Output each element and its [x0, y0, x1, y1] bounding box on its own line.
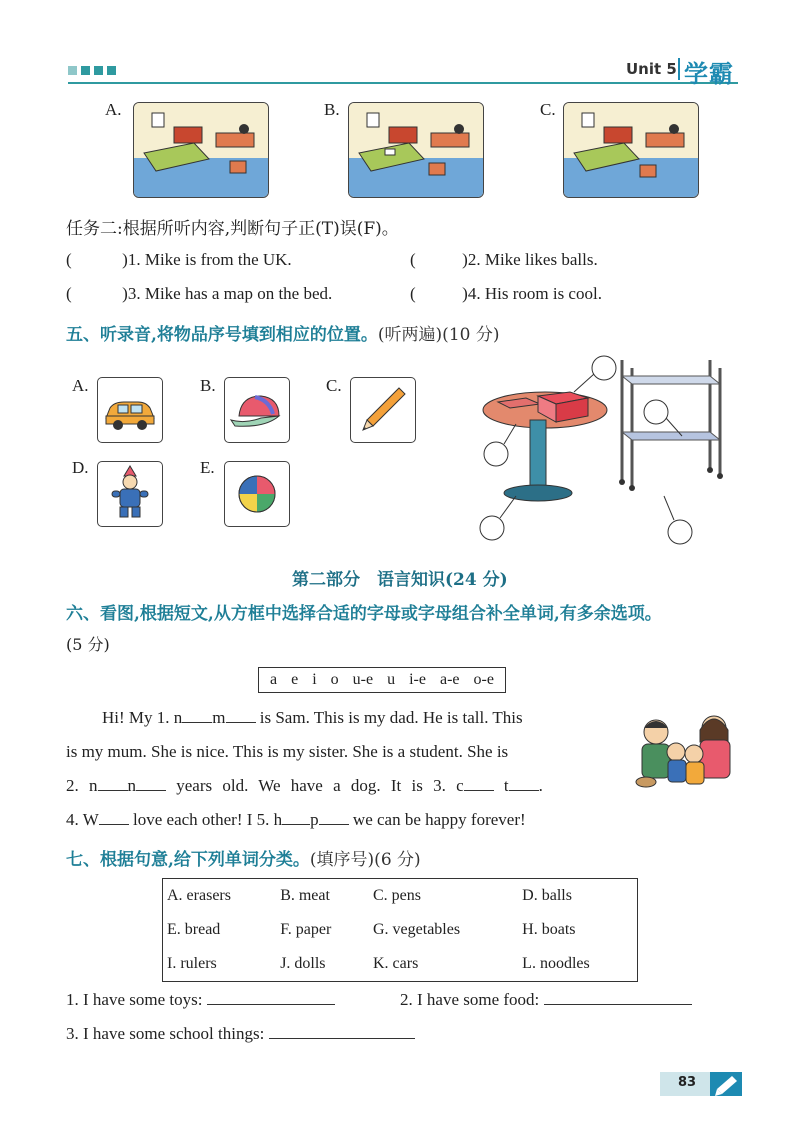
passage-line-3: 2. n n years old. We have a dog. It is 3. c t . [66, 776, 543, 795]
passage-line-4: 4. W love each other! I 5. h p we can be happy forever! [66, 810, 526, 829]
classify-question-3: 3. I have some school things: [66, 1022, 415, 1044]
word-cell: F. paper [280, 921, 332, 938]
word-cell: I. rulers [167, 955, 217, 972]
answer-line-2[interactable] [544, 988, 692, 1005]
word-cell: G. vegetables [373, 921, 461, 938]
section7-title: 七、根据句意,给下列单词分类。(填序号)(6 分) [66, 850, 421, 870]
letter-option: o-e [473, 671, 494, 688]
fill-blank[interactable] [99, 808, 129, 825]
bedroom-image-b [348, 102, 484, 198]
fill-blank[interactable] [98, 774, 128, 791]
letter-option: o [330, 671, 339, 688]
table-shelf-illustration [470, 350, 740, 550]
pencil-badge-icon [710, 1068, 742, 1098]
section6-title: 六、看图,根据短文,从方框中选择合适的字母或字母组合补全单词,有多余选项。 [66, 604, 662, 624]
header-rule [68, 82, 738, 84]
answer-line-3[interactable] [269, 1022, 415, 1039]
passage [66, 701, 626, 837]
cap-icon [224, 377, 290, 443]
word-classification-table [162, 878, 638, 982]
word-cell: L. noodles [522, 955, 590, 972]
task2-instruction: 任务二:根据所听内容,判断句子正(T)误(F)。 [66, 219, 399, 239]
word-cell: C. pens [373, 887, 421, 904]
tf-item-2: ( )2. Mike likes balls. [410, 250, 598, 269]
letter-options-box [258, 667, 506, 693]
word-cell: H. boats [522, 921, 576, 938]
letter-option: e [291, 671, 299, 688]
header-decoration [68, 66, 116, 75]
letter-option: u-e [352, 671, 374, 688]
table-row [163, 947, 638, 982]
fill-blank[interactable] [282, 808, 310, 825]
option-a-label: A. [105, 100, 122, 119]
brand-logo: 学霸 [684, 60, 734, 88]
family-illustration [632, 708, 736, 788]
word-cell: J. dolls [280, 955, 326, 972]
fill-blank[interactable] [226, 706, 256, 723]
classify-question-2: 2. I have some food: [400, 988, 692, 1010]
letter-option: i-e [409, 671, 426, 688]
item-b-label: B. [200, 376, 216, 395]
section6-points: (5 分) [66, 635, 110, 654]
bedroom-image-a [133, 102, 269, 198]
fill-blank[interactable] [509, 774, 539, 791]
table-row [163, 913, 638, 947]
word-cell: E. bread [167, 921, 221, 938]
fill-blank[interactable] [464, 774, 494, 791]
answer-line-1[interactable] [207, 988, 335, 1005]
passage-line-1: Hi! My 1. n m is Sam. This is my dad. He is tall. This [102, 708, 523, 727]
word-cell: B. meat [280, 887, 330, 904]
tf-item-4: ( )4. His room is cool. [410, 284, 602, 303]
part2-title: 第二部分 语言知识(24 分) [292, 570, 508, 590]
fill-blank[interactable] [182, 706, 212, 723]
pencil-icon [350, 377, 416, 443]
letter-option: a [270, 671, 278, 688]
ball-icon [224, 461, 290, 527]
page-number: 83 [678, 1075, 697, 1090]
letter-option: i [312, 671, 317, 688]
word-cell: D. balls [522, 887, 572, 904]
item-c-label: C. [326, 376, 342, 395]
fill-blank[interactable] [136, 774, 166, 791]
doll-icon [97, 461, 163, 527]
unit-label: Unit 5 [626, 60, 677, 78]
word-cell: K. cars [373, 955, 419, 972]
car-icon [97, 377, 163, 443]
letter-option: u [387, 671, 396, 688]
section5-title: 五、听录音,将物品序号填到相应的位置。(听两遍)(10 分) [66, 325, 500, 345]
item-e-label: E. [200, 458, 215, 477]
tf-item-3: ( )3. Mike has a map on the bed. [66, 284, 333, 303]
classify-question-1: 1. I have some toys: [66, 988, 335, 1010]
passage-line-2: is my mum. She is nice. This is my sister. She is a student. She is [66, 742, 509, 761]
option-b-label: B. [324, 100, 340, 119]
tf-item-1: ( )1. Mike is from the UK. [66, 250, 292, 269]
header-separator [678, 58, 680, 80]
bedroom-image-c [563, 102, 699, 198]
fill-blank[interactable] [319, 808, 349, 825]
table-row [163, 879, 638, 914]
letter-option: a-e [439, 671, 460, 688]
item-d-label: D. [72, 458, 89, 477]
item-a-label: A. [72, 376, 89, 395]
word-cell: A. erasers [167, 887, 231, 904]
option-c-label: C. [540, 100, 556, 119]
